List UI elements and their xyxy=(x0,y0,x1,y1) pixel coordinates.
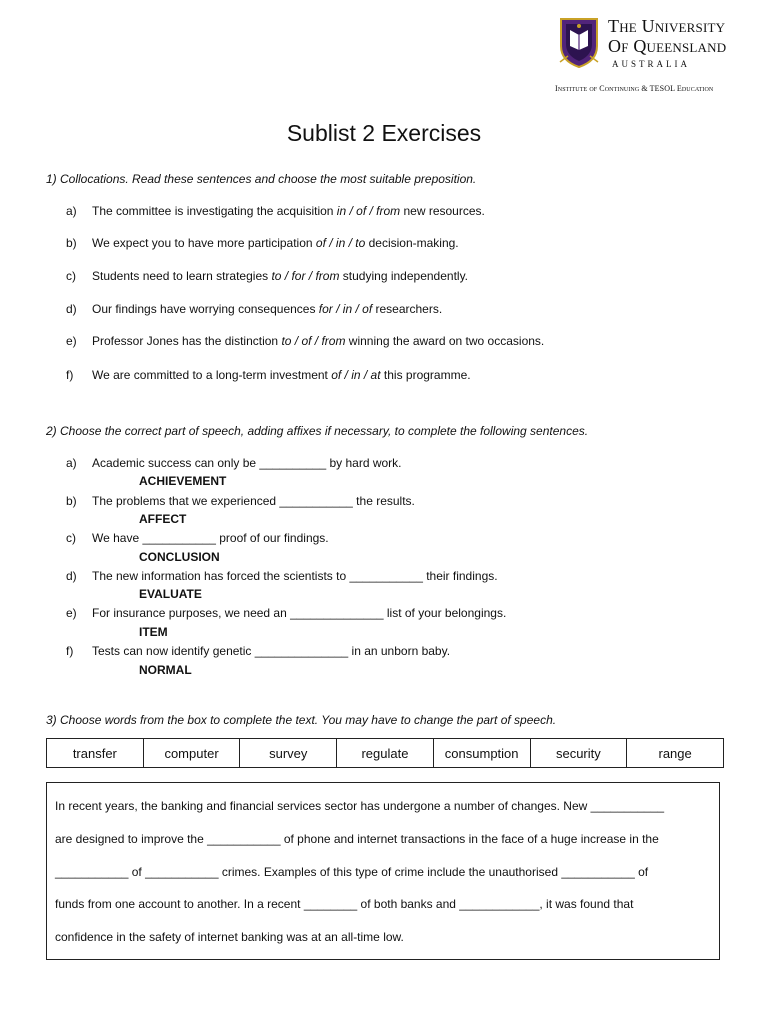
item-text: Academic success can only be __________ by hard work. xyxy=(92,456,402,470)
word-box-cell[interactable]: range xyxy=(627,739,724,768)
section1-item xyxy=(66,269,468,283)
item-label: c) xyxy=(66,269,76,283)
word-box xyxy=(46,738,724,768)
section2-item[interactable] xyxy=(66,569,498,583)
section1-instruction: 1) Collocations. Read these sentences and choose the most suitable preposition. xyxy=(46,172,477,186)
section2-item[interactable] xyxy=(66,531,329,545)
section1-item xyxy=(66,302,442,316)
institute-name: Institute of Continuing & TESOL Education xyxy=(555,84,714,93)
item-text: The new information has forced the scientists to ___________ their findings. xyxy=(92,569,498,583)
preposition-choice[interactable]: to / of / from xyxy=(281,334,346,348)
item-text: The problems that we experienced ___________ the results. xyxy=(92,494,415,508)
item-text: We have ___________ proof of our findings. xyxy=(92,531,329,545)
item-label: a) xyxy=(66,456,77,470)
section1-item xyxy=(66,334,544,348)
item-text-before: We are committed to a long-term investment xyxy=(92,368,332,382)
university-country: AUSTRALIA xyxy=(612,59,690,69)
section2-item[interactable] xyxy=(66,606,506,620)
item-text-after: this programme. xyxy=(380,368,471,382)
item-text-before: Our findings have worrying consequences xyxy=(92,302,319,316)
university-name-line2: Of Queensland xyxy=(608,36,727,56)
item-label: d) xyxy=(66,302,77,316)
section2-item[interactable] xyxy=(66,644,450,658)
preposition-choice[interactable]: for / in / of xyxy=(318,302,373,316)
cloze-text-line[interactable]: funds from one account to another. In a recent ________ of both banks and ____________, it was found that xyxy=(55,897,634,911)
item-label: e) xyxy=(66,334,77,348)
word-box-cell[interactable]: transfer xyxy=(47,739,144,768)
base-word: NORMAL xyxy=(139,663,192,677)
word-box-cell[interactable]: regulate xyxy=(337,739,434,768)
base-word: EVALUATE xyxy=(139,587,202,601)
cloze-text-box xyxy=(46,782,720,960)
base-word: AFFECT xyxy=(139,512,187,526)
page-title: Sublist 2 Exercises xyxy=(286,120,482,146)
item-label: b) xyxy=(66,494,77,508)
word-box-cell[interactable]: security xyxy=(530,739,627,768)
item-label: e) xyxy=(66,606,77,620)
university-name-line1: The University xyxy=(608,16,726,36)
preposition-choice[interactable]: of / in / at xyxy=(331,368,381,382)
cloze-text-line: confidence in the safety of internet banking was at an all-time low. xyxy=(55,930,404,944)
item-label: d) xyxy=(66,569,77,583)
word-box-cell[interactable]: consumption xyxy=(433,739,530,768)
item-text-after: researchers. xyxy=(372,302,443,316)
item-label: a) xyxy=(66,204,77,218)
item-text-after: winning the award on two occasions. xyxy=(345,334,545,348)
item-text-after: new resources. xyxy=(400,204,485,218)
item-text-after: studying independently. xyxy=(339,269,469,283)
item-label: f) xyxy=(66,368,74,382)
base-word: ITEM xyxy=(139,625,168,639)
item-label: c) xyxy=(66,531,76,545)
item-label: f) xyxy=(66,644,74,658)
item-text-before: Professor Jones has the distinction xyxy=(92,334,282,348)
base-word: CONCLUSION xyxy=(139,550,220,564)
base-word: ACHIEVEMENT xyxy=(139,474,227,488)
section3-instruction: 3) Choose words from the box to complete the text. You may have to change the part of speech. xyxy=(46,713,557,727)
item-text-before: We expect you to have more participation xyxy=(92,236,316,250)
item-text-after: decision-making. xyxy=(365,236,459,250)
cloze-text-line[interactable]: ___________ of ___________ crimes. Examples of this type of crime include the unauthorised ___________ of xyxy=(55,865,649,879)
word-box-cell[interactable]: survey xyxy=(240,739,337,768)
section2-instruction: 2) Choose the correct part of speech, adding affixes if necessary, to complete the following sentences. xyxy=(46,424,589,438)
crest-icon xyxy=(558,16,600,68)
item-label: b) xyxy=(66,236,77,250)
preposition-choice[interactable]: to / for / from xyxy=(271,269,340,283)
item-text: Tests can now identify genetic ______________ in an unborn baby. xyxy=(92,644,451,658)
section1-item xyxy=(66,204,485,218)
cloze-text-line[interactable]: are designed to improve the ___________ of phone and internet transactions in the face of a huge increase in the xyxy=(55,832,659,846)
preposition-choice[interactable]: of / in / to xyxy=(315,236,366,250)
item-text-before: The committee is investigating the acquisition xyxy=(92,204,337,218)
section1-item xyxy=(66,368,471,382)
section2-item[interactable] xyxy=(66,494,415,508)
item-text-before: Students need to learn strategies xyxy=(92,269,272,283)
word-box-cell[interactable]: computer xyxy=(143,739,240,768)
section2-item[interactable] xyxy=(66,456,402,470)
cloze-text-line[interactable]: In recent years, the banking and financial services sector has undergone a number of changes. New ___________ xyxy=(55,799,665,813)
section1-item xyxy=(66,236,459,250)
item-text: For insurance purposes, we need an ______________ list of your belongings. xyxy=(92,606,507,620)
preposition-choice[interactable]: in / of / from xyxy=(336,204,401,218)
